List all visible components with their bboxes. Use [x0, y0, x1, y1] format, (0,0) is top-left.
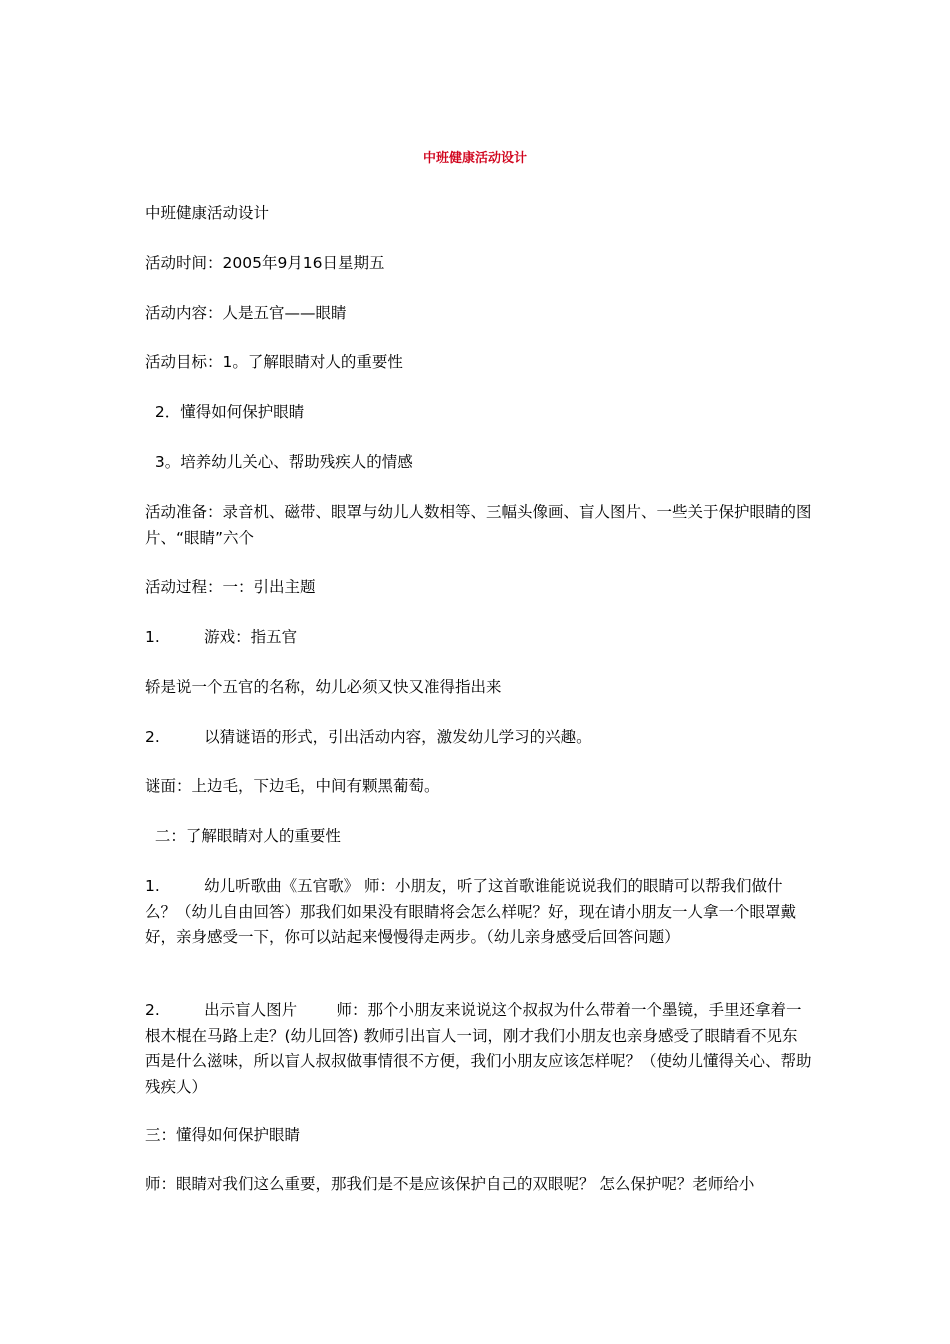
paragraph-game: 1. 游戏：指五官	[145, 628, 298, 646]
paragraph-riddle-intro: 2. 以猜谜语的形式，引出活动内容，激发幼儿学习的兴趣。	[145, 728, 592, 746]
paragraph-activity-process: 活动过程：一：引出主题	[145, 578, 316, 596]
paragraph-activity-content: 活动内容：人是五官——眼睛	[145, 304, 347, 322]
paragraph-heading: 中班健康活动设计	[145, 204, 270, 222]
paragraph-song: 1. 幼儿听歌曲《五官歌》 师：小朋友，听了这首歌谁能说说我们的眼睛可以帮我们做什么？（幼儿自由回答）那我们如果没有眼睛将会怎么样呢？好，现在请小朋友一人拿一个眼罩戴好，亲身感受一下，你可以站起来慢慢得走两步。（幼儿亲身感受后回答问题）	[145, 877, 797, 946]
document-title: 中班健康活动设计	[422, 151, 527, 166]
paragraph-blind-picture: 2. 出示盲人图片 师：那个小朋友来说说这个叔叔为什么带着一个墨镜，手里还拿着一根木棍在马路上走？(幼儿回答) 教师引出盲人一词，刚才我们小朋友也亲身感受了眼睛看不见东西是什么滋味，所以盲人叔叔做事情很不方便，我们小朋友应该怎样呢？（使幼儿懂得关心、帮助残疾人）	[145, 1001, 812, 1096]
paragraph-activity-goal-1: 活动目标：1。了解眼睛对人的重要性	[145, 353, 403, 371]
paragraph-activity-goal-2: 2．懂得如何保护眼睛	[145, 403, 305, 421]
paragraph-activity-preparation: 活动准备：录音机、磁带、眼罩与幼儿人数相等、三幅头像画、盲人图片、一些关于保护眼睛的图片、“眼睛”六个	[145, 503, 812, 547]
paragraph-section-three: 三：懂得如何保护眼睛	[145, 1126, 301, 1144]
paragraph-protect-eyes: 师：眼睛对我们这么重要，那我们是不是应该保护自己的双眼呢？ 怎么保护呢？老师给小	[145, 1175, 755, 1193]
paragraph-activity-time: 活动时间：2005年9月16日星期五	[145, 254, 385, 272]
paragraph-section-two: 二：了解眼睛对人的重要性	[145, 827, 341, 845]
paragraph-activity-goal-3: 3。培养幼儿关心、帮助残疾人的情感	[145, 453, 413, 471]
paragraph-riddle: 谜面：上边毛，下边毛，中间有颗黑葡萄。	[145, 777, 440, 795]
paragraph-game-desc: 轿是说一个五官的名称，幼儿必须又快又准得指出来	[145, 678, 502, 696]
